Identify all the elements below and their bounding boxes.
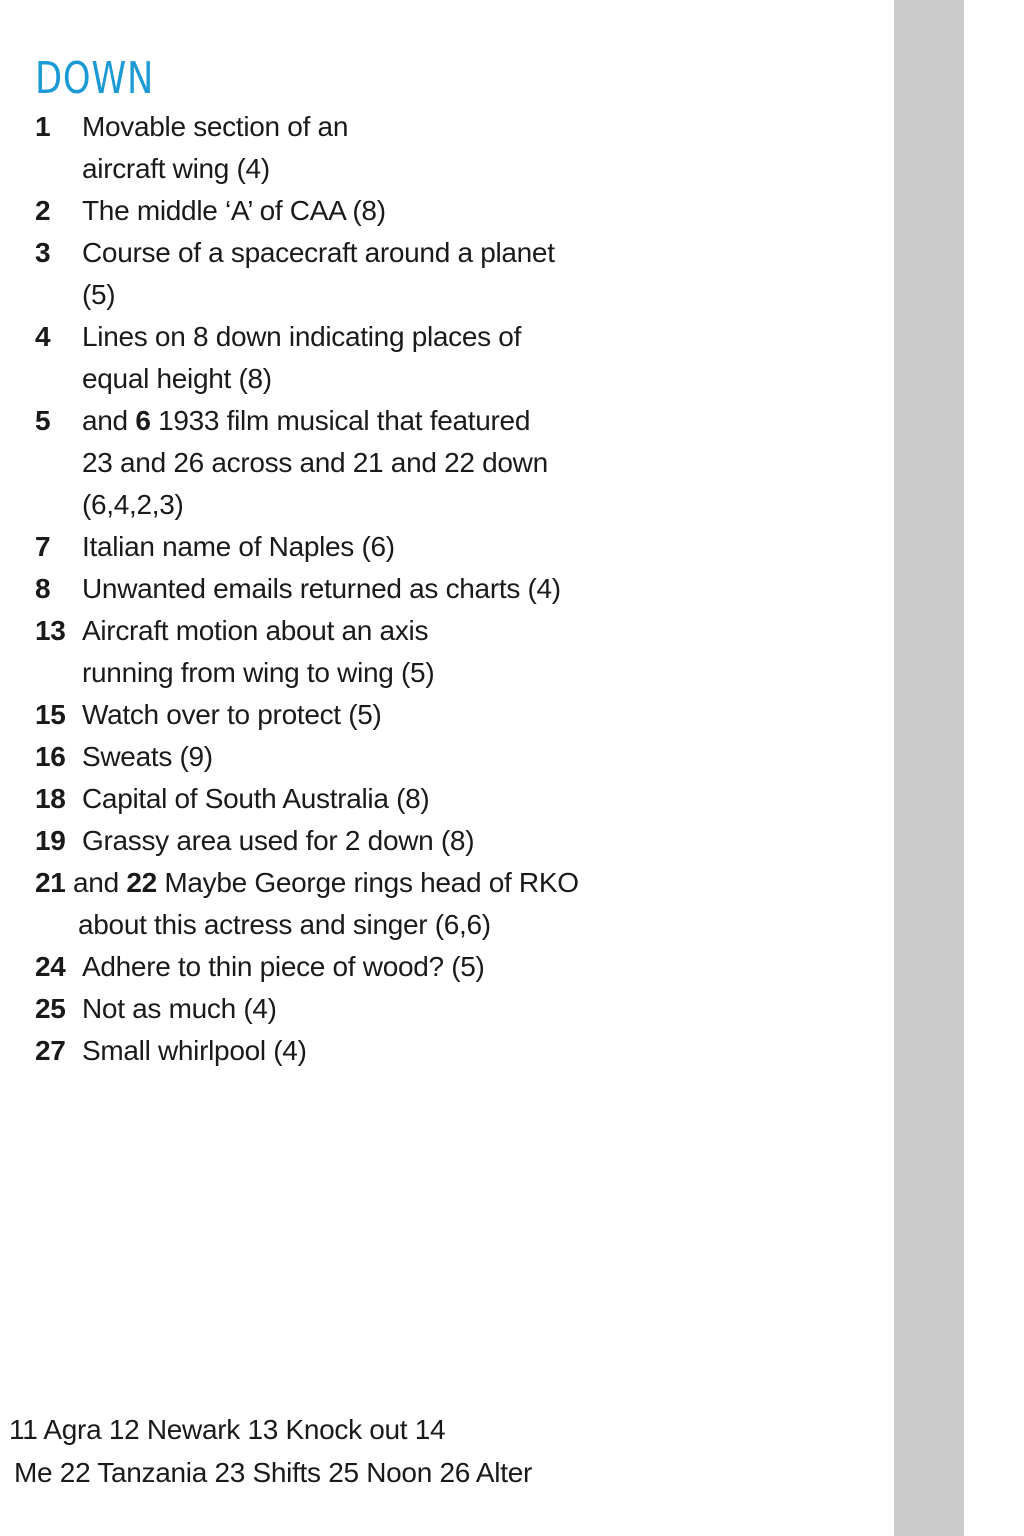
answers-line: Me 22 Tanzania 23 Shifts 25 Noon 26 Alter: [14, 1457, 532, 1488]
clue-text-line: Adhere to thin piece of wood? (5): [82, 951, 485, 982]
clue-item: [35, 568, 635, 610]
clue-text-line: [35, 862, 635, 904]
clue-item: [35, 946, 635, 988]
clue-number: 1: [35, 111, 51, 142]
down-clue-list: [35, 106, 635, 1072]
clue-text-line: Movable section of an: [82, 111, 349, 142]
clue-second-number: 6: [135, 405, 151, 436]
clue-text-line: (5): [82, 279, 116, 310]
clue-item: [35, 820, 635, 862]
clue-number: 4: [35, 321, 51, 352]
clue-number: 3: [35, 237, 51, 268]
clue-number: 21: [35, 867, 66, 898]
clue-text-line: Aircraft motion about an axis: [82, 615, 429, 646]
answers-snippet: [0, 1408, 894, 1508]
section-heading-down: DOWN: [35, 53, 155, 104]
clue-text-line: [82, 400, 635, 442]
clue-item: [35, 400, 635, 526]
clue-number: 15: [35, 699, 66, 730]
clue-text-line: Capital of South Australia (8): [82, 783, 430, 814]
clue-number: 2: [35, 195, 51, 226]
clue-item: [35, 232, 635, 316]
clue-second-number: 22: [126, 867, 157, 898]
clue-text-line: (6,4,2,3): [82, 489, 184, 520]
clue-item: [35, 736, 635, 778]
clue-number: 7: [35, 531, 51, 562]
clue-item: [35, 778, 635, 820]
clue-number: 18: [35, 783, 66, 814]
page-edge-strip: [894, 0, 964, 1536]
clue-text-line: 23 and 26 across and 21 and 22 down: [82, 447, 548, 478]
clue-item: [35, 316, 635, 400]
clue-item: [35, 106, 635, 190]
clue-number: 16: [35, 741, 66, 772]
answers-line: 11 Agra 12 Newark 13 Knock out 14: [9, 1414, 446, 1445]
clue-text-line: The middle ‘A’ of CAA (8): [82, 195, 386, 226]
clue-text-line: running from wing to wing (5): [82, 657, 435, 688]
clue-item: [35, 862, 635, 946]
clue-item: [35, 694, 635, 736]
clue-text-line: Watch over to protect (5): [82, 699, 382, 730]
clue-number: 27: [35, 1035, 66, 1066]
clue-text-line: Unwanted emails returned as charts (4): [82, 573, 561, 604]
clue-text: 1933 film musical that featured: [158, 405, 531, 436]
clue-text-line: Not as much (4): [82, 993, 277, 1024]
clue-text-line: Italian name of Naples (6): [82, 531, 395, 562]
clue-text-line: Lines on 8 down indicating places of: [82, 321, 522, 352]
clue-number: 19: [35, 825, 66, 856]
clue-item: [35, 190, 635, 232]
clue-number: 25: [35, 993, 66, 1024]
clue-text-line: equal height (8): [82, 363, 272, 394]
clue-text-line: Small whirlpool (4): [82, 1035, 307, 1066]
clue-item: [35, 526, 635, 568]
clue-text-line: Sweats (9): [82, 741, 213, 772]
clue-number: 13: [35, 615, 66, 646]
clue-number: 5: [35, 405, 51, 436]
clue-joiner: and: [73, 867, 119, 898]
clue-text-line: Grassy area used for 2 down (8): [82, 825, 475, 856]
clue-item: [35, 1030, 635, 1072]
clue-text-line: Course of a spacecraft around a planet: [82, 237, 555, 268]
clue-text-line: aircraft wing (4): [82, 153, 270, 184]
clue-item: [35, 988, 635, 1030]
clue-number: 24: [35, 951, 66, 982]
clue-item: [35, 610, 635, 694]
clue-text-line: about this actress and singer (6,6): [78, 909, 491, 940]
clue-number: 8: [35, 573, 51, 604]
clue-text: Maybe George rings head of RKO: [164, 867, 579, 898]
clue-joiner: and: [82, 405, 128, 436]
